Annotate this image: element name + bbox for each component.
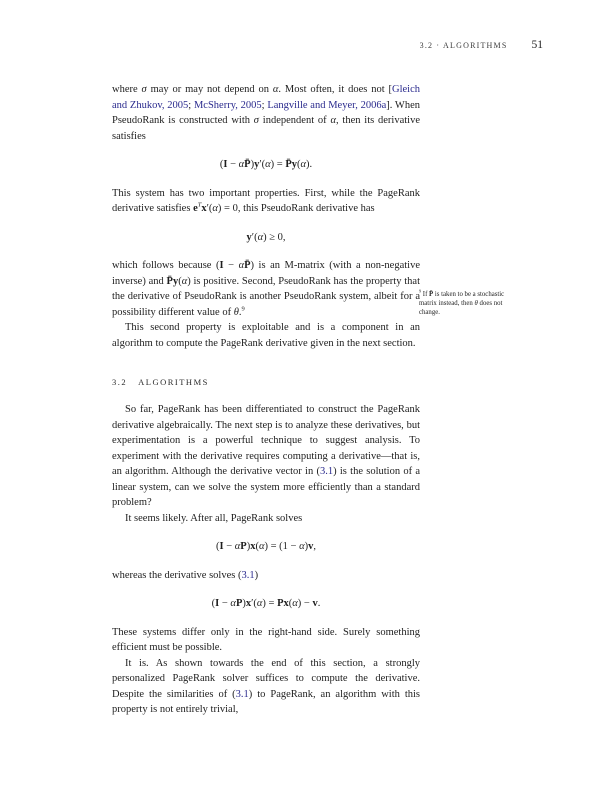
text-segment: ′( (251, 231, 258, 243)
text-segment: ( (288, 598, 293, 609)
text-segment: ) (254, 569, 259, 581)
equation (112, 596, 420, 612)
text-segment: These systems differ only in the right-hand side. Surely something efficient must be possible. (112, 626, 420, 653)
page-number: 51 (531, 39, 543, 51)
text-segment: x (201, 203, 207, 214)
paragraph (112, 568, 420, 584)
paragraph (112, 625, 420, 656)
margin-note (419, 288, 507, 317)
text-segment: ; (188, 99, 194, 111)
text-segment: I (219, 541, 224, 552)
text-segment: It is. As shown towards the end of this section, a strongly personalized PageRank solver suffices to compute the derivative. Despite the similarities of ( (112, 657, 420, 700)
text-segment: , then its derivative satisfies (112, 115, 421, 142)
text-segment: x (250, 541, 256, 552)
section-number: 3.2 (112, 377, 128, 387)
text-segment: is taken to be a stochastic matrix instead, then (419, 291, 505, 307)
paragraph (112, 511, 420, 527)
text-segment: v (312, 598, 318, 609)
text-segment: , (313, 541, 316, 552)
text-segment: ) is positive. Second, PseudoRank has the property that the derivative of PseudoRank is another PseudoRank system, albeit for a possibility different value of (112, 275, 420, 318)
citation-link[interactable]: 3.1 (320, 466, 334, 477)
text-segment: θ (474, 299, 478, 307)
text-segment: − (223, 541, 235, 552)
text-segment: x (245, 598, 252, 609)
text-segment: α (181, 275, 188, 287)
text-segment: α (238, 260, 245, 271)
text-segment: ( (216, 541, 220, 552)
text-segment: P̄ (429, 291, 434, 298)
text-segment: ( (211, 598, 216, 609)
paragraph (112, 402, 420, 511)
running-title: 3.2 · ALGORITHMS (419, 41, 508, 50)
text-segment: P̄ (244, 260, 251, 271)
text-segment: ) = (1 − (264, 541, 300, 552)
text-segment: α (257, 231, 264, 243)
text-segment: P̄ (244, 159, 251, 170)
text-segment: P̄y (166, 275, 179, 287)
text-segment: ) (246, 541, 251, 552)
text-segment: ) is the solution of a linear system, can we solve the system more efficiently than a standard problem? (112, 466, 421, 508)
citation-link[interactable]: 3.1 (241, 569, 255, 581)
text-segment: ′( (206, 203, 213, 214)
text-segment: . (317, 598, 321, 609)
text-segment: ). (306, 159, 313, 170)
footnote-marker: 9 (419, 288, 422, 294)
text-segment: . Most often, it does not [ (278, 84, 392, 95)
running-header (112, 39, 543, 51)
text-segment: P̄y (285, 159, 297, 170)
text-segment: does not change. (419, 299, 503, 316)
text-segment: which follows because ( (112, 260, 220, 271)
text-segment: This system has two important properties. First, while the PageRank derivative satisfies (112, 187, 420, 214)
text-segment: . (238, 306, 242, 318)
text-segment: ( (255, 541, 259, 552)
text-segment: y (246, 231, 252, 243)
text-segment: P (240, 541, 247, 552)
text-segment: − (223, 260, 239, 271)
text-segment: y (254, 159, 260, 170)
paragraph (112, 82, 420, 144)
equation (112, 157, 420, 173)
text-segment: α (230, 598, 236, 609)
text-segment: ) is an M-matrix (with a non-negative inverse) and (112, 260, 420, 287)
text-segment: α (234, 541, 241, 552)
text-segment: ) = 0, this PseudoRank derivative has (217, 203, 375, 214)
text-segment: P (235, 598, 243, 609)
text-segment: I (223, 159, 228, 170)
paragraph (112, 258, 420, 320)
text-segment: where (112, 84, 142, 95)
text-segment: This second property is exploitable and is a component in an algorithm to compute the PageRank derivative given in the next section. (112, 322, 420, 349)
text-segment: independent of (258, 115, 331, 126)
equation (112, 539, 420, 555)
text-segment: ( (296, 159, 301, 170)
citation-link[interactable]: Langville and Meyer, 2006a (267, 99, 387, 111)
paragraph (112, 320, 420, 351)
text-segment: α (292, 598, 298, 609)
text-segment: may or may not depend on (146, 84, 273, 95)
text-segment: Px (277, 598, 289, 609)
main-column (112, 82, 420, 718)
text-segment: ( (178, 275, 182, 287)
section-title: ALGORITHMS (138, 377, 209, 387)
equation (112, 230, 420, 246)
paragraph (112, 186, 420, 217)
text-segment: e (193, 203, 198, 214)
text-segment: σ (253, 115, 259, 126)
text-segment: θ (233, 306, 239, 318)
text-segment: ) ≥ 0, (263, 231, 286, 243)
text-segment: − (219, 598, 231, 609)
text-segment: ) = (270, 159, 286, 170)
text-segment: ; (261, 99, 268, 111)
text-segment: − (227, 159, 239, 170)
footnote-marker: 9 (241, 305, 245, 312)
text-segment: α (258, 541, 265, 552)
text-segment: It seems likely. After all, PageRank solves (125, 512, 303, 524)
text-segment: α (272, 84, 279, 95)
text-segment: ) (242, 598, 246, 609)
text-segment: ) (250, 159, 255, 170)
text-segment: α (256, 598, 263, 609)
text-segment: ]. When PseudoRank is constructed with (112, 99, 420, 126)
text-segment: ) (304, 541, 309, 552)
section-heading (112, 376, 420, 388)
text-segment: α (299, 541, 305, 552)
citation-link[interactable]: Gleich and Zhukov, 2005 (112, 84, 420, 111)
text-segment: σ (141, 84, 147, 95)
text-segment: ) to PageRank, an algorithm with this property is not entirely trivial, (112, 688, 420, 715)
text-segment: α (330, 115, 336, 126)
text-segment: ( (219, 159, 224, 170)
text-segment: v (308, 541, 314, 552)
text-segment: whereas the derivative solves ( (112, 569, 242, 581)
text-segment: ′( (251, 598, 257, 609)
text-segment: α (238, 159, 245, 170)
text-segment: T (197, 201, 202, 209)
text-segment: α (265, 159, 271, 170)
text-segment: I (219, 260, 224, 271)
citation-link[interactable]: 3.1 (235, 688, 249, 700)
text-segment: So far, PageRank has been differentiated to construct the PageRank derivative algebraically. The next step is to analyze these derivatives, but experimentation is a powerful technique to suggest analysis. To experiment with the derivative requires computing a derivative—that is, an algorithm. Although the derivative vector in ( (112, 404, 420, 477)
text-segment: If (421, 291, 430, 298)
text-segment: I (215, 598, 220, 609)
citation-link[interactable]: McSherry, 2005 (193, 99, 262, 111)
text-segment: α (212, 203, 218, 214)
text-segment: ) = (262, 598, 278, 609)
text-segment: ) − (297, 598, 313, 609)
paragraph (112, 656, 420, 718)
text-segment: α (300, 159, 306, 170)
text-segment: ′( (259, 159, 266, 170)
